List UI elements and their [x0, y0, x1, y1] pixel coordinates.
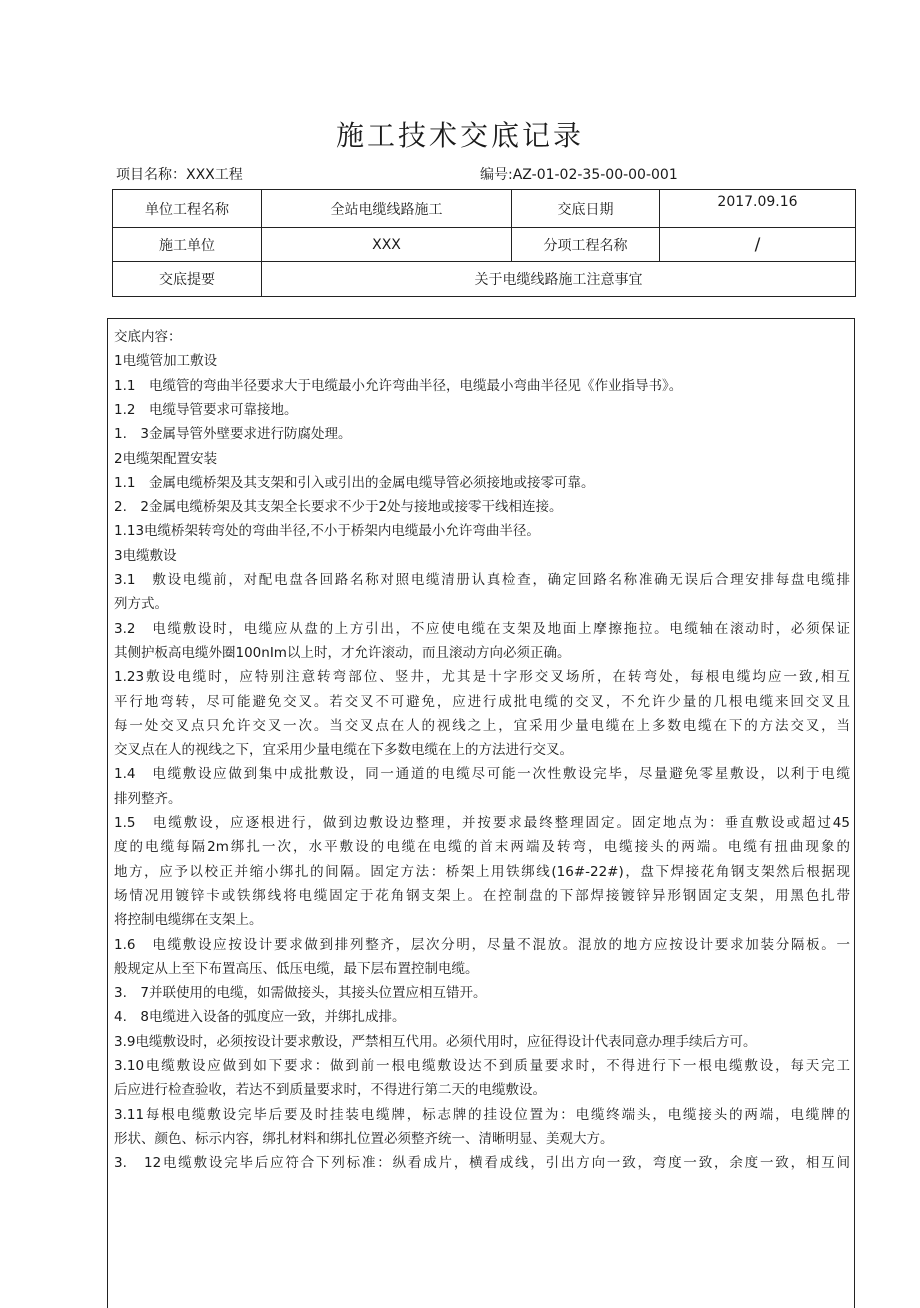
- content-line: 3.9电缆敷设时，必须按设计要求敷设，严禁相互代用。必须代用时，应征得设计代表同意办理手续后方可。: [114, 1033, 757, 1050]
- content-line: 3.2 电缆敷设时，电缆应从盘的上方引出，不应使电缆在支架及地面上摩擦拖拉。电缆轴在滚动时，必须保证: [114, 620, 850, 637]
- table-row: [113, 228, 856, 262]
- content-line: 后应进行检查验收，若达不到质量要求时，不得进行第二天的电缆敷设。: [114, 1082, 546, 1099]
- content-line: 1电缆管加工敷设: [114, 353, 218, 370]
- content-line: 3.11每根电缆敷设完毕后要及时挂装电缆牌，标志牌的挂设位置为：电缆终端头，电缆接头的两端，电缆牌的: [114, 1106, 850, 1123]
- summary-label: 交底提要: [113, 262, 262, 297]
- table-row: [113, 262, 856, 297]
- sub-project-value: /: [660, 228, 856, 262]
- content-line: 1.1 金属电缆桥架及其支架和引入或引出的金属电缆导管必须接地或接零可靠。: [114, 474, 595, 491]
- content-line: 3.10电缆敷设应做到如下要求：做到前一根电缆敷设达不到质量要求时，不得进行下一根电缆敷设，每天完工: [114, 1058, 850, 1074]
- content-line: 每一处交叉点只允许交叉一次。当交叉点在人的视线之上，宜采用少量电缆在上多数电缆在下的方法交叉，当: [114, 717, 850, 734]
- content-box: [107, 318, 855, 1308]
- content-line: 1.2 电缆导管要求可靠接地。: [114, 401, 298, 418]
- content-line: 将控制电缆绑在支架上。: [114, 912, 263, 929]
- construction-unit-value: XXX: [262, 228, 512, 262]
- content-line: 1.6 电缆敷设应按设计要求做到排列整齐，层次分明，尽量不混放。混放的地方应按设计要求加装分隔板。一: [114, 936, 850, 953]
- project-name: 项目名称：XXX工程: [116, 167, 243, 183]
- content-line: 3电缆敷设: [114, 547, 177, 564]
- content-line: 度的电缆每隔2m绑扎一次，水平敷设的电缆在电缆的首末两端及转弯，电缆接头的两端。电缆有扭曲现象的: [114, 839, 850, 856]
- content-line: 1.13电缆桥架转弯处的弯曲半径,不小于桥架内电缆最小允许弯曲半径。: [114, 523, 540, 540]
- content-line: 其侧护板高电缆外圈100nIm以上时，才允许滚动，而且滚动方向必须正确。: [114, 644, 571, 661]
- content-line: 1. 3金属导管外壁要求进行防腐处理。: [114, 426, 352, 443]
- content-line: 3. 12电缆敷设完毕后应符合下列标准：纵看成片，横看成线，引出方向一致，弯度一致，余度一致，相互间: [114, 1155, 850, 1172]
- table-row: [113, 190, 856, 228]
- content-line: 3. 7并联使用的电缆，如需做接头，其接头位置应相互错开。: [114, 985, 487, 1002]
- document-title: 施工技术交底记录: [335, 119, 584, 152]
- content-line: 地方，应予以校正并缩小绑扎的间隔。固定方法：桥架上用铁绑线(16#-22#)，盘下焊接花角钢支架然后根据现: [114, 863, 850, 880]
- content-line: 2. 2金属电缆桥架及其支架全长要求不少于2处与接地或接零干线相连接。: [114, 499, 563, 516]
- handover-date-label: 交底日期: [512, 190, 660, 228]
- content-line: 4. 8电缆进入设备的弧度应一致，并绑扎成排。: [114, 1009, 406, 1026]
- sub-project-label: 分项工程名称: [512, 228, 660, 262]
- content-line: 形状、颜色、标示内容，绑扎材料和绑扎位置必须整齐统一、清晰明显、美观大方。: [114, 1130, 614, 1147]
- content-line: 2电缆架配置安装: [114, 450, 218, 467]
- content-line: 交叉点在人的视线之下，宜采用少量电缆在下多数电缆在上的方法进行交叉。: [114, 742, 573, 759]
- unit-project-value: 全站电缆线路施工: [262, 190, 512, 228]
- content-line: 排列整齐。: [114, 790, 182, 807]
- content-line: 平行地弯转，尽可能避免交叉。若交叉不可避免，应进行成批电缆的交叉，不允许少量的几根电缆来回交叉且: [114, 693, 850, 710]
- content-line: 3.1 敷设电缆前，对配电盘各回路名称对照电缆清册认真检查，确定回路名称准确无误后合理安排每盘电缆排: [114, 572, 850, 588]
- content-line: 1.1 电缆管的弯曲半径要求大于电缆最小允许弯曲半径，电缆最小弯曲半径见《作业指导书》。: [114, 377, 683, 394]
- document-number: 编号:AZ-01-02-35-00-00-001: [480, 167, 678, 183]
- content-line: 般规定从上至下布置高压、低压电缆，最下层布置控制电缆。: [114, 960, 479, 977]
- content-line: 1.5 电缆敷设，应逐根进行，做到边敷设边整理，并按要求最终整理固定。固定地点为：垂直敷设或超过45: [114, 815, 850, 831]
- unit-project-label: 单位工程名称: [113, 190, 262, 228]
- content-line: 1.23敷设电缆时，应特别注意转弯部位、竖井，尤其是十字形交叉场所，在转弯处，每根电缆均应一致,相互: [114, 669, 850, 686]
- content-line: 1.4 电缆敷设应做到集中成批敷设，同一通道的电缆尽可能一次性敷设完毕，尽量避免零星敷设，以利于电缆: [114, 766, 850, 783]
- summary-value: 关于电缆线路施工注意事宜: [262, 262, 856, 297]
- info-table: [112, 189, 856, 297]
- content-line: 列方式。: [114, 596, 168, 613]
- construction-unit-label: 施工单位: [113, 228, 262, 262]
- content-line: 交底内容：: [114, 329, 182, 345]
- handover-date-value: 2017.09.16: [660, 190, 856, 228]
- content-line: 场情况用镀锌卡或铁绑线将电缆固定于花角钢支架上。在控制盘的下部焊接镀锌异形钢固定支架，用黑色扎带: [114, 887, 850, 904]
